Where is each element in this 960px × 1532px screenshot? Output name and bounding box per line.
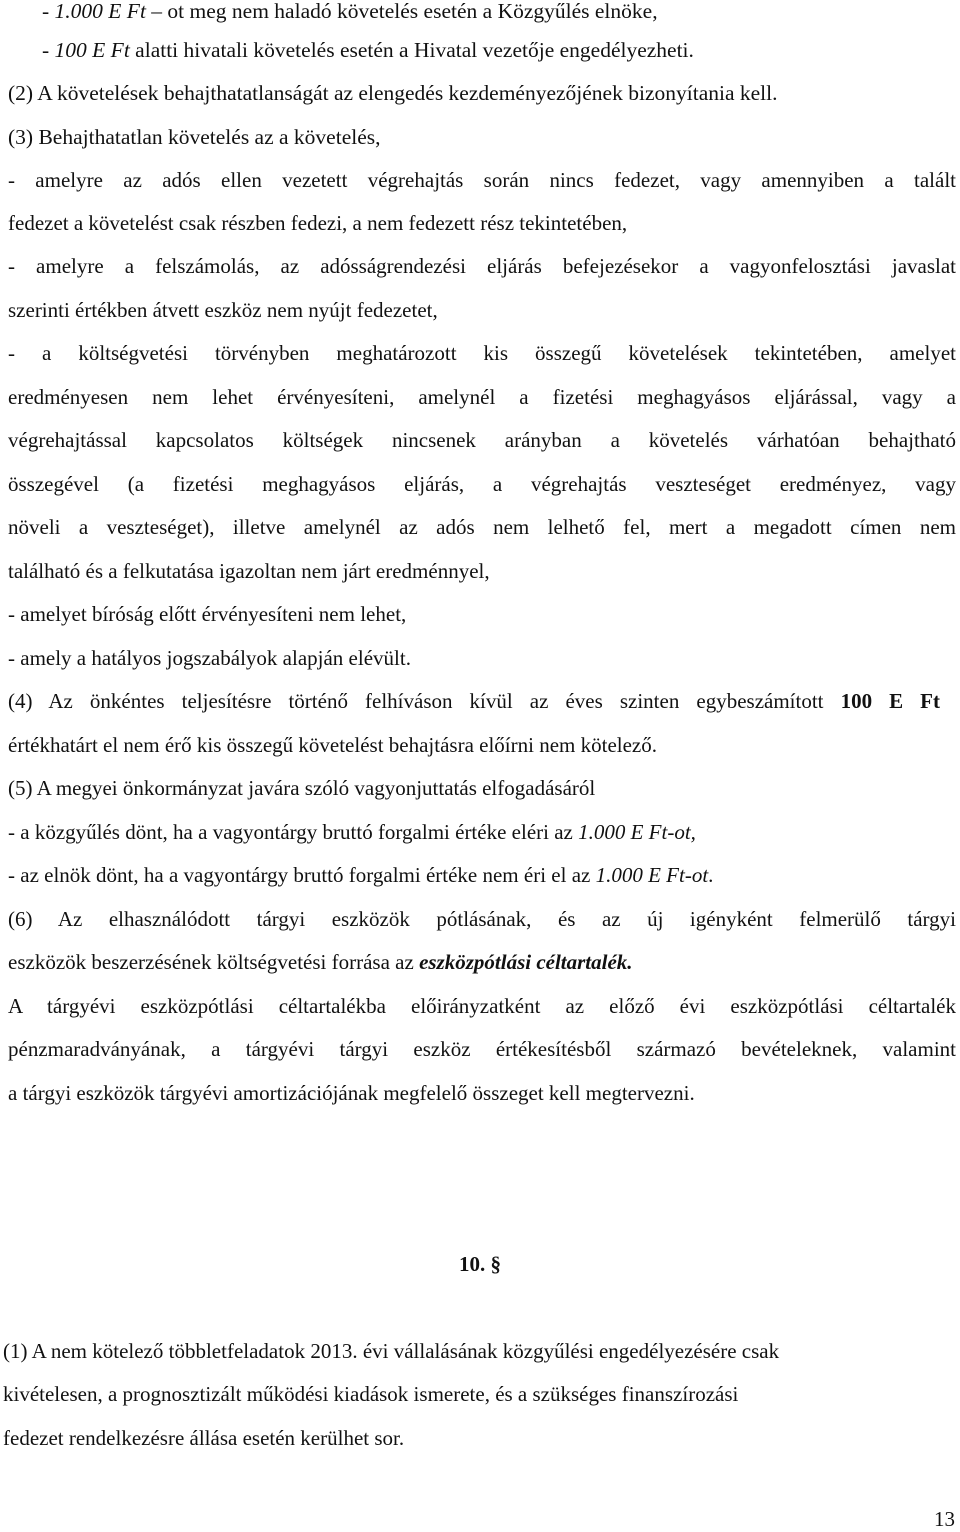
paragraph-line: növeli a veszteséget), illetve amelynél az adós nem lelhető fel, mert a megadott címen nem <box>8 515 956 539</box>
dash: - <box>42 0 55 23</box>
paragraph-line: eredményesen nem lehet érvényesíteni, amelynél a fizetési meghagyásos eljárással, vagy a <box>8 385 956 409</box>
paragraph-line: - amelyre a felszámolás, az adósságrendezési eljárás befejezésekor a vagyonfelosztási javaslat <box>8 254 956 278</box>
dash: - <box>42 38 55 62</box>
text: eszközök beszerzésének költségvetési forrása az <box>8 950 420 974</box>
paragraph-line: szerinti értékben átvett eszköz nem nyújt fedezetet, <box>8 298 438 322</box>
text: (4) Az önkéntes teljesítésre történő felhíváson kívül az éves szinten egybeszámított <box>8 689 841 713</box>
section-heading: 10. § <box>459 1252 501 1276</box>
emphasis-bold-italic: eszközpótlási céltartalék. <box>419 950 633 974</box>
section-paragraph-line: fedezet rendelkezésre állása esetén kerülhet sor. <box>3 1426 405 1450</box>
list-item-1000eft <box>42 0 658 24</box>
text: - az elnök dönt, ha a vagyontárgy bruttó forgalmi értéke nem éri el az <box>8 863 596 887</box>
paragraph-3-heading: (3) Behajthatatlan követelés az a követelés, <box>8 125 381 149</box>
text: alatti hivatali követelés esetén a Hivatal vezetője engedélyezheti. <box>129 38 694 62</box>
list-item-kozgyules <box>8 820 696 845</box>
text: – ot meg nem haladó követelés esetén a Közgyűlés elnöke, <box>145 0 658 23</box>
paragraph-line <box>8 950 633 975</box>
text: . <box>708 863 714 887</box>
page-number: 13 <box>934 1507 955 1531</box>
text: - a közgyűlés dönt, ha a vagyontárgy bruttó forgalmi értéke eléri az <box>8 820 579 844</box>
paragraph-line: található és a felkutatása igazoltan nem járt eredménnyel, <box>8 559 490 583</box>
paragraph-line: összegével (a fizetési meghagyásos eljárás, a végrehajtás veszteséget eredményez, vagy <box>8 472 956 496</box>
section-paragraph-line: (1) A nem kötelező többletfeladatok 2013. évi vállalásának közgyűlési engedélyezésére csak <box>3 1339 780 1363</box>
list-item-elnok <box>8 863 713 888</box>
paragraph-5: (5) A megyei önkormányzat javára szóló vagyonjuttatás elfogadásáról <box>8 776 596 800</box>
amount-italic: 1.000 E Ft <box>54 0 146 23</box>
paragraph-line: - amely a hatályos jogszabályok alapján elévült. <box>8 646 411 670</box>
paragraph-2: (2) A követelések behajthatatlanságát az elengedés kezdeményezőjének bizonyítania kell. <box>8 81 778 105</box>
paragraph-line: fedezet a követelést csak részben fedezi, a nem fedezett rész tekintetében, <box>8 211 628 235</box>
paragraph-line: a tárgyi eszközök tárgyévi amortizációjának megfelelő összeget kell megtervezni. <box>8 1081 695 1105</box>
paragraph-line: pénzmaradványának, a tárgyévi tárgyi eszköz értékesítésből származó bevételeknek, valamint <box>8 1037 956 1061</box>
paragraph-6: (6) Az elhasználódott tárgyi eszközök pótlásának, és az új igényként felmerülő tárgyi <box>8 907 956 931</box>
paragraph-4 <box>8 689 940 714</box>
amount-bold: 100 E Ft <box>840 689 941 713</box>
amount-italic: 1.000 E Ft-ot, <box>578 820 696 844</box>
section-paragraph-line: kivételesen, a prognosztizált működési kiadások ismerete, és a szükséges finanszírozási <box>3 1382 739 1406</box>
paragraph-line: értékhatárt el nem érő kis összegű követelést behajtásra előírni nem kötelező. <box>8 733 658 757</box>
amount-italic: 1.000 E Ft-ot <box>595 863 709 887</box>
list-item-100eft <box>42 38 694 63</box>
paragraph-line: A tárgyévi eszközpótlási céltartalékba előirányzatként az előző évi eszközpótlási céltartalék <box>8 994 956 1018</box>
paragraph-line: végrehajtással kapcsolatos költségek nincsenek arányban a követelés várhatóan behajtható <box>8 428 956 452</box>
paragraph-line: - amelyet bíróság előtt érvényesíteni nem lehet, <box>8 602 407 626</box>
paragraph-line: - a költségvetési törvényben meghatározott kis összegű követelések tekintetében, amelyet <box>8 341 956 365</box>
amount-italic: 100 E Ft <box>54 38 130 62</box>
paragraph-line: - amelyre az adós ellen vezetett végrehajtás során nincs fedezet, vagy amennyiben a talált <box>8 168 956 192</box>
